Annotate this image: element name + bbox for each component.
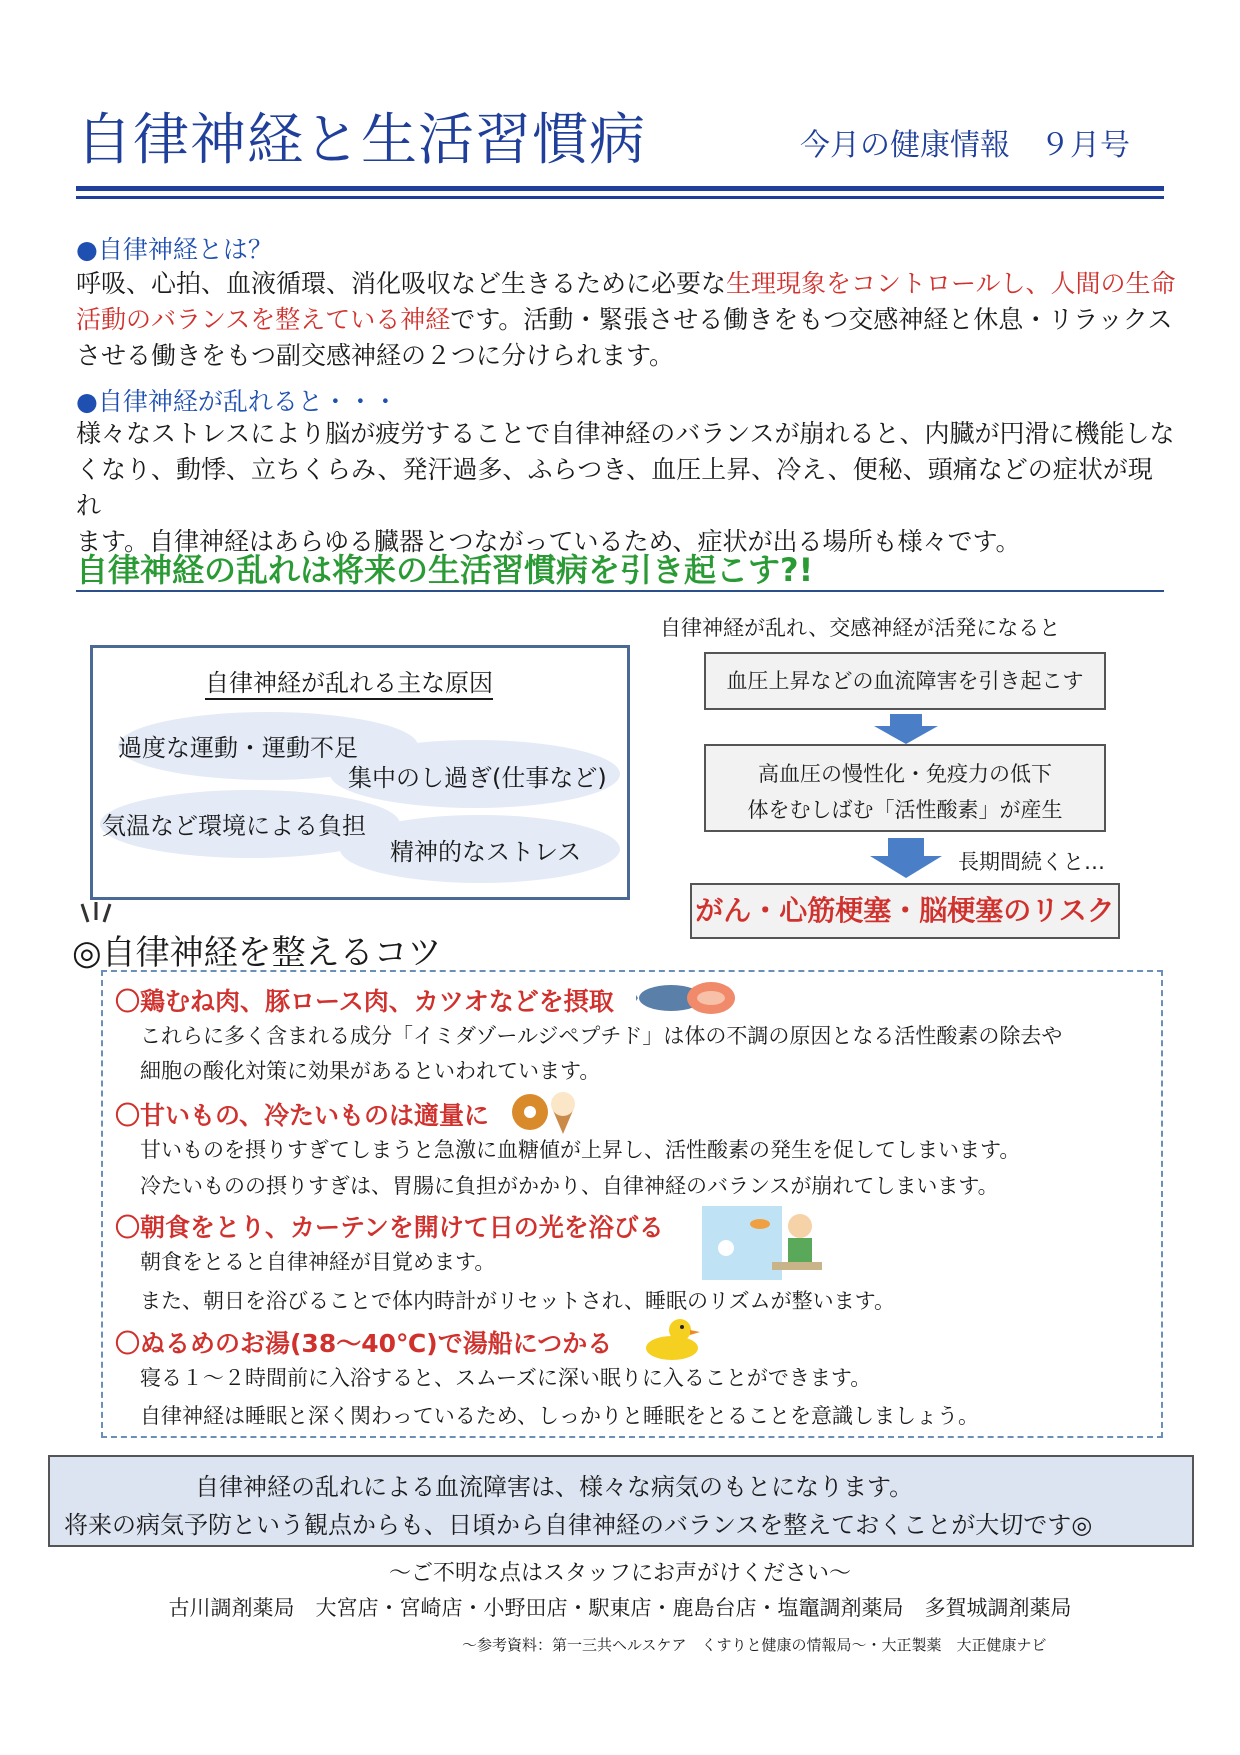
tips-heading: ◎自律神経を整えるコツ	[72, 933, 442, 973]
down-arrow-icon	[866, 838, 946, 878]
text: 様々なストレスにより脳が疲労することで自律神経のバランスが崩れると、内臓が円滑に機能しな	[76, 419, 1175, 448]
text: です。活動・緊張させる働きをもつ交感神経と休息・リラックス	[450, 305, 1173, 334]
sweets-illustration-icon	[508, 1086, 588, 1136]
flow-box-2	[704, 744, 1106, 832]
summary-box	[48, 1455, 1194, 1547]
pharmacy-list: 古川調剤薬局 大宮店・宮崎店・小野田店・駅東店・鹿島台店・塩竈調剤薬局 多賀城調剤薬局	[168, 1596, 1072, 1620]
header-rule-thin	[76, 196, 1164, 199]
section1-body	[76, 266, 1176, 374]
rubber-duck-illustration-icon	[642, 1312, 702, 1362]
text: くなり、動悸、立ちくらみ、発汗過多、ふらつき、血圧上昇、冷え、便秘、頭痛などの症状が現れ	[76, 455, 1153, 520]
tip-text: また、朝日を浴びることで体内時計がリセットされ、睡眠のリズムが整います。	[140, 1289, 895, 1313]
reference-note: 〜参考資料：第一三共ヘルスケア くすりと健康の情報局〜・大正製薬 大正健康ナビ	[462, 1636, 1047, 1654]
tip-text: 自律神経は睡眠と深く関わっているため、しっかりと睡眠をとることを意識しましょう。	[140, 1404, 979, 1428]
flow-box-2-line: 高血圧の慢性化・免疫力の低下	[758, 762, 1052, 786]
issue-label: 今月の健康情報 ９月号	[800, 128, 1130, 163]
cause-item: 過度な運動・運動不足	[118, 734, 358, 762]
cause-item: 精神的なストレス	[390, 838, 582, 866]
tip-heading: 〇ぬるめのお湯(38〜40℃)で湯船につかる	[115, 1329, 613, 1358]
text: 呼吸、心拍、血液循環、消化吸収など生きるために必要な	[76, 269, 727, 298]
risk-box: がん・心筋梗塞・脳梗塞のリスク	[690, 883, 1120, 939]
summary-line: 将来の病気予防という観点からも、日頃から自律神経のバランスを整えておくことが大切です◎	[64, 1511, 1093, 1539]
flow-lead: 自律神経が乱れ、交感神経が活発になると	[660, 616, 1061, 640]
fish-meat-illustration-icon	[636, 972, 736, 1022]
tip-heading: 〇鶏むね肉、豚ロース肉、カツオなどを摂取	[115, 987, 614, 1016]
green-heading-rule	[76, 590, 1164, 592]
cause-item: 集中のし過ぎ(仕事など)	[348, 764, 607, 792]
tip-text: これらに多く含まれる成分「イミダゾールジペプチド」は体の不調の原因となる活性酸素の除去や	[140, 1024, 1063, 1048]
down-arrow-icon	[866, 714, 946, 744]
flow-box-2-line: 体をむしばむ「活性酸素」が産生	[747, 798, 1063, 822]
tip-heading: 〇朝食をとり、カーテンを開けて日の光を浴びる	[115, 1213, 664, 1242]
text: ます。自律神経はあらゆる臓器とつながっているため、症状が出る場所も様々です。	[76, 527, 1021, 556]
summary-line: 自律神経の乱れによる血流障害は、様々な病気のもとになります。	[195, 1473, 914, 1501]
page-title: 自律神経と生活習慣病	[76, 108, 646, 173]
tip-text: 寝る１〜２時間前に入浴すると、スムーズに深い眠りに入ることができます。	[140, 1366, 872, 1390]
green-heading: 自律神経の乱れは将来の生活習慣病を引き起こす?!	[76, 551, 814, 589]
causes-title: 自律神経が乱れる主な原因	[205, 663, 493, 700]
highlight-text: 活動のバランスを整えている神経	[76, 305, 451, 334]
tip-text: 甘いものを摂りすぎてしまうと急激に血糖値が上昇し、活性酸素の発生を促してしまいます。	[140, 1138, 1021, 1162]
flow-box-1: 血圧上昇などの血流障害を引き起こす	[704, 652, 1106, 710]
long-term-label: 長期間続くと…	[958, 850, 1105, 874]
tip-text: 朝食をとると自律神経が目覚めます。	[140, 1250, 496, 1274]
section-heading-what-is: ●自律神経とは？	[76, 235, 273, 264]
header-rule-thick	[76, 186, 1164, 191]
contact-note: 〜ご不明な点はスタッフにお声がけください〜	[388, 1561, 851, 1586]
tip-heading: 〇甘いもの、冷たいものは適量に	[115, 1101, 490, 1130]
tip-text: 細胞の酸化対策に効果があるといわれています。	[140, 1059, 601, 1083]
breakfast-sun-illustration-icon	[702, 1206, 822, 1280]
section-heading-disturbed: ●自律神経が乱れると・・・	[76, 387, 398, 416]
tip-text: 冷たいものの摂りすぎは、胃腸に負担がかかり、自律神経のバランスが崩れてしまいます。	[140, 1174, 999, 1198]
text: させる働きをもつ副交感神経の２つに分けられます。	[76, 341, 675, 370]
section2-body	[76, 416, 1176, 560]
highlight-text: 生理現象をコントロールし、人間の生命	[726, 269, 1176, 298]
cause-item: 気温など環境による負担	[102, 812, 366, 840]
